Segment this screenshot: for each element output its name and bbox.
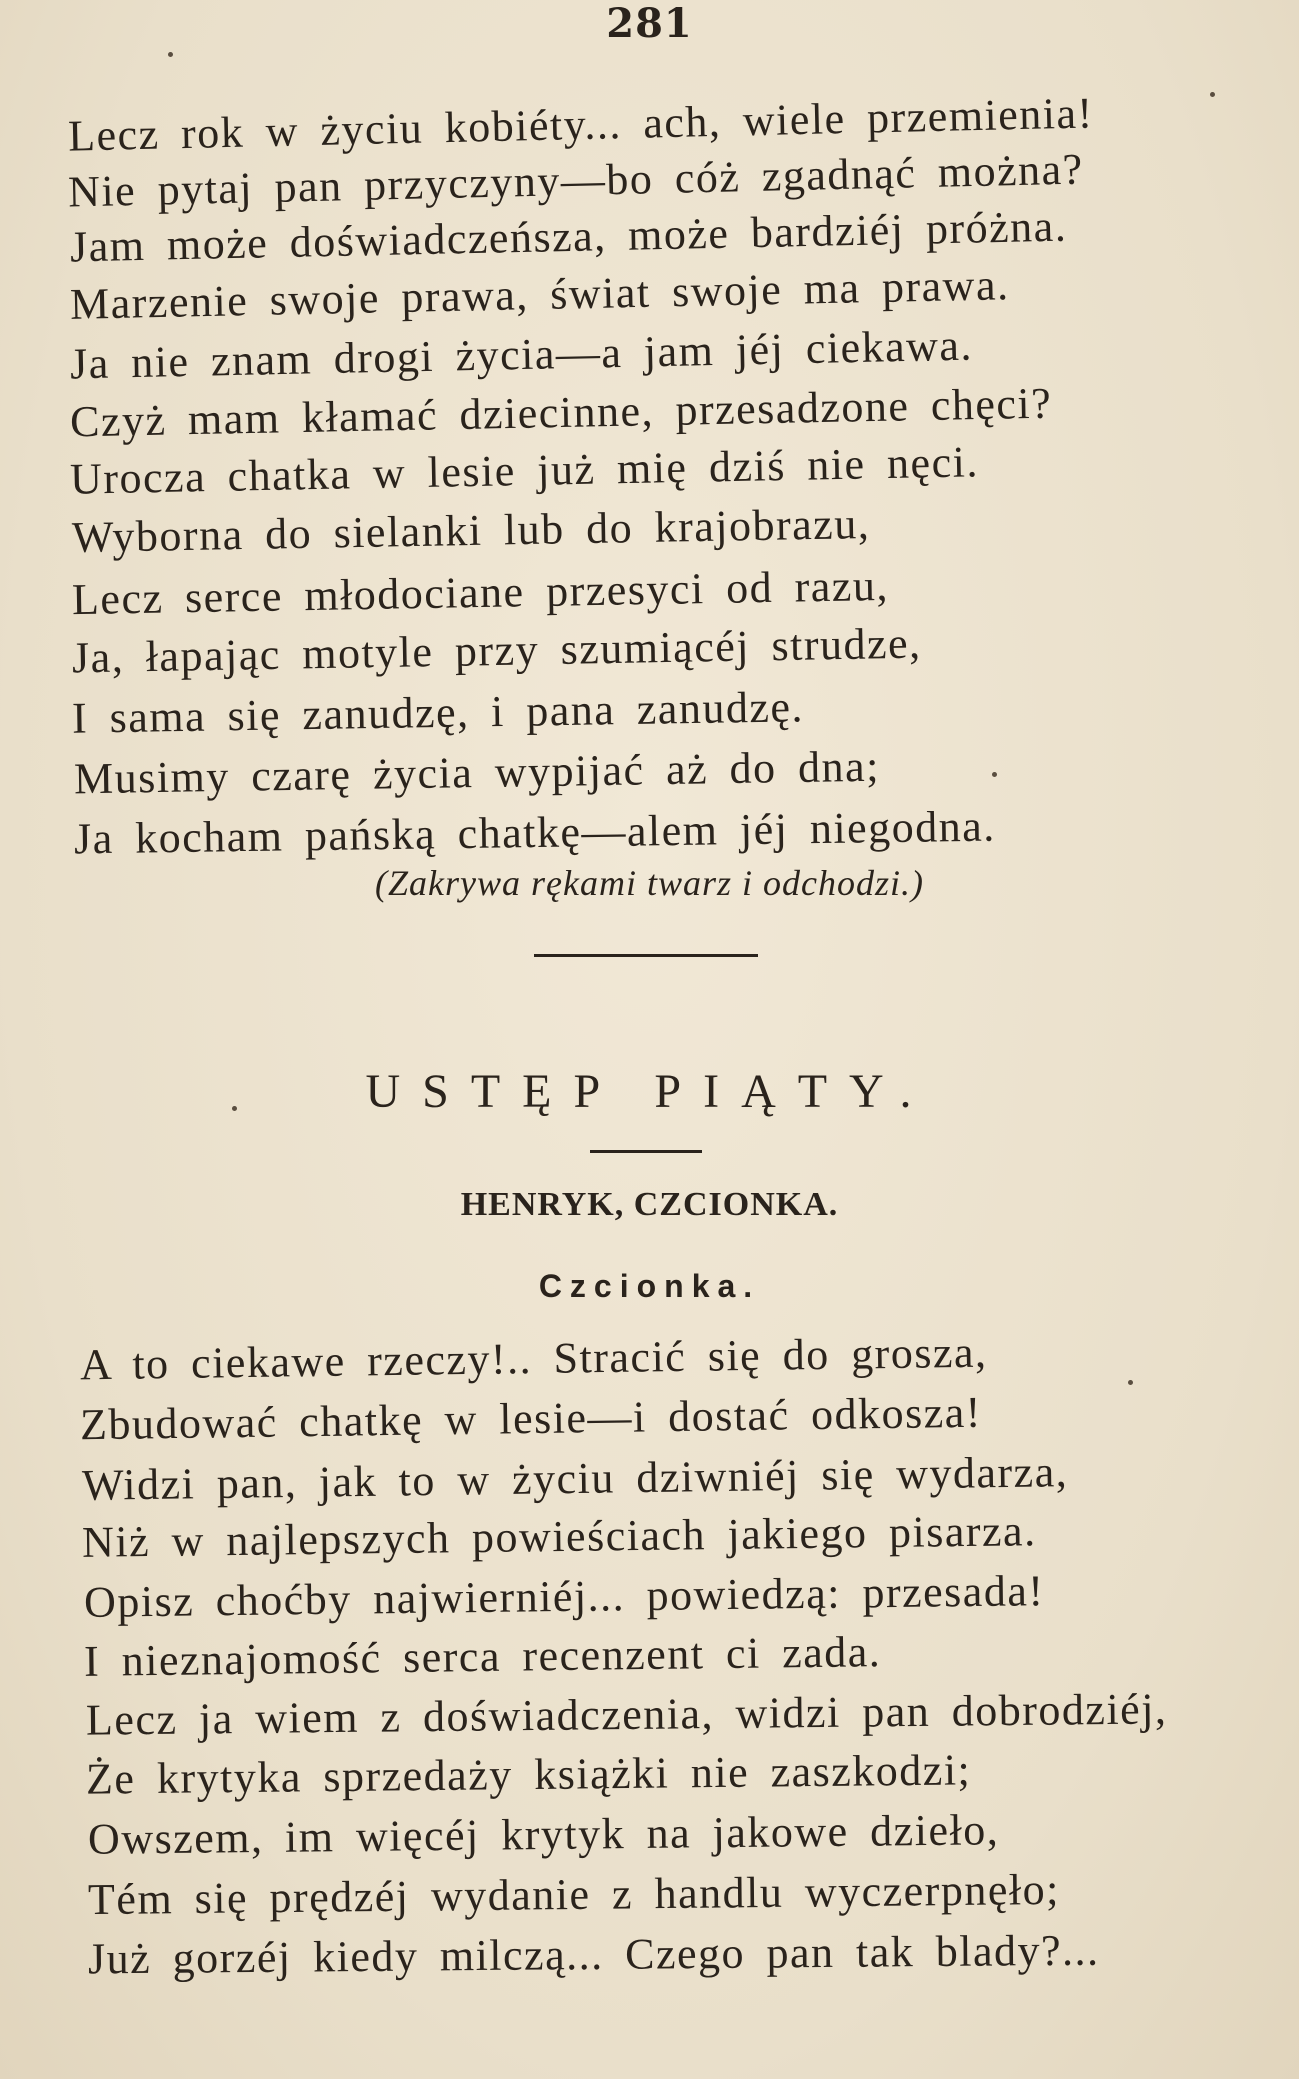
verse-line: Czyż mam kłamać dziecinne, przesadzone chęci? xyxy=(69,378,1053,447)
verse-line: Urocza chatka w lesie już mię dziś nie nęci. xyxy=(69,437,980,504)
paper-speck xyxy=(232,1106,237,1111)
paper-speck xyxy=(1128,1380,1133,1385)
dramatis-personae: HENRYK, CZCIONKA. xyxy=(460,1186,839,1223)
verse-line: Niż w najlepszych powieściach jakiego pisarza. xyxy=(81,1506,1037,1567)
verse-line: Jam może doświadczeńsza, może bardziéj próżna. xyxy=(69,201,1068,272)
paper-speck xyxy=(168,52,173,57)
paper-speck xyxy=(992,772,997,777)
verse-line: Owszem, im więcéj krytyk na jakowe dzieło, xyxy=(87,1805,1000,1864)
title-divider xyxy=(590,1150,702,1153)
verse-line: Musimy czarę życia wypijać aż do dna; xyxy=(73,741,881,804)
verse-line: Nie pytaj pan przyczyny—bo cóż zgadnąć można? xyxy=(67,144,1085,217)
verse-line: Opisz choćby najwierniéj... powiedzą: przesada! xyxy=(83,1566,1045,1627)
verse-line: Marzenie swoje prawa, świat swoje ma prawa. xyxy=(69,260,1010,329)
verse-line: Tém się prędzéj wydanie z handlu wyczerpnęło; xyxy=(87,1864,1061,1925)
speaker-name: Czcionka. xyxy=(538,1268,761,1304)
stage-direction: (Zakrywa rękami twarz i odchodzi.) xyxy=(375,863,924,903)
verse-line: Wyborna do sielanki lub do krajobrazu, xyxy=(71,499,871,562)
verse-line: Lecz serce młodociane przesyci od razu, xyxy=(71,560,890,625)
paper-speck xyxy=(1210,92,1215,97)
verse-line: Ja, łapając motyle przy szumiącéj strudze, xyxy=(71,618,922,683)
verse-line: Że krytyka sprzedaży książki nie zaszkodzi; xyxy=(85,1745,972,1804)
verse-line: Ja nie znam drogi życia—a jam jéj ciekawa. xyxy=(69,320,974,389)
verse-line: Widzi pan, jak to w życiu dziwniéj się wydarza, xyxy=(81,1447,1069,1510)
verse-line: I sama się zanudzę, i pana zanudzę. xyxy=(71,682,805,743)
verse-line: Zbudować chatkę w lesie—i dostać odkosza! xyxy=(79,1387,983,1450)
verse-line: Ja kocham pańską chatkę—alem jéj niegodna. xyxy=(73,801,996,864)
verse-line: Już gorzéj kiedy milczą... Czego pan tak blady?... xyxy=(87,1925,1100,1984)
scene-title: USTĘP PIĄTY. xyxy=(365,1065,934,1118)
page-number: 281 xyxy=(606,0,693,47)
verse-line: Lecz ja wiem z doświadczenia, widzi pan dobrodziéj, xyxy=(85,1684,1168,1745)
section-divider xyxy=(534,954,758,957)
verse-line: I nieznajomość serca recenzent ci zada. xyxy=(83,1627,882,1686)
verse-line: Lecz rok w życiu kobiéty... ach, wiele przemienia! xyxy=(67,88,1095,161)
verse-line: A to ciekawe rzeczy!.. Stracić się do grosza, xyxy=(79,1327,988,1390)
